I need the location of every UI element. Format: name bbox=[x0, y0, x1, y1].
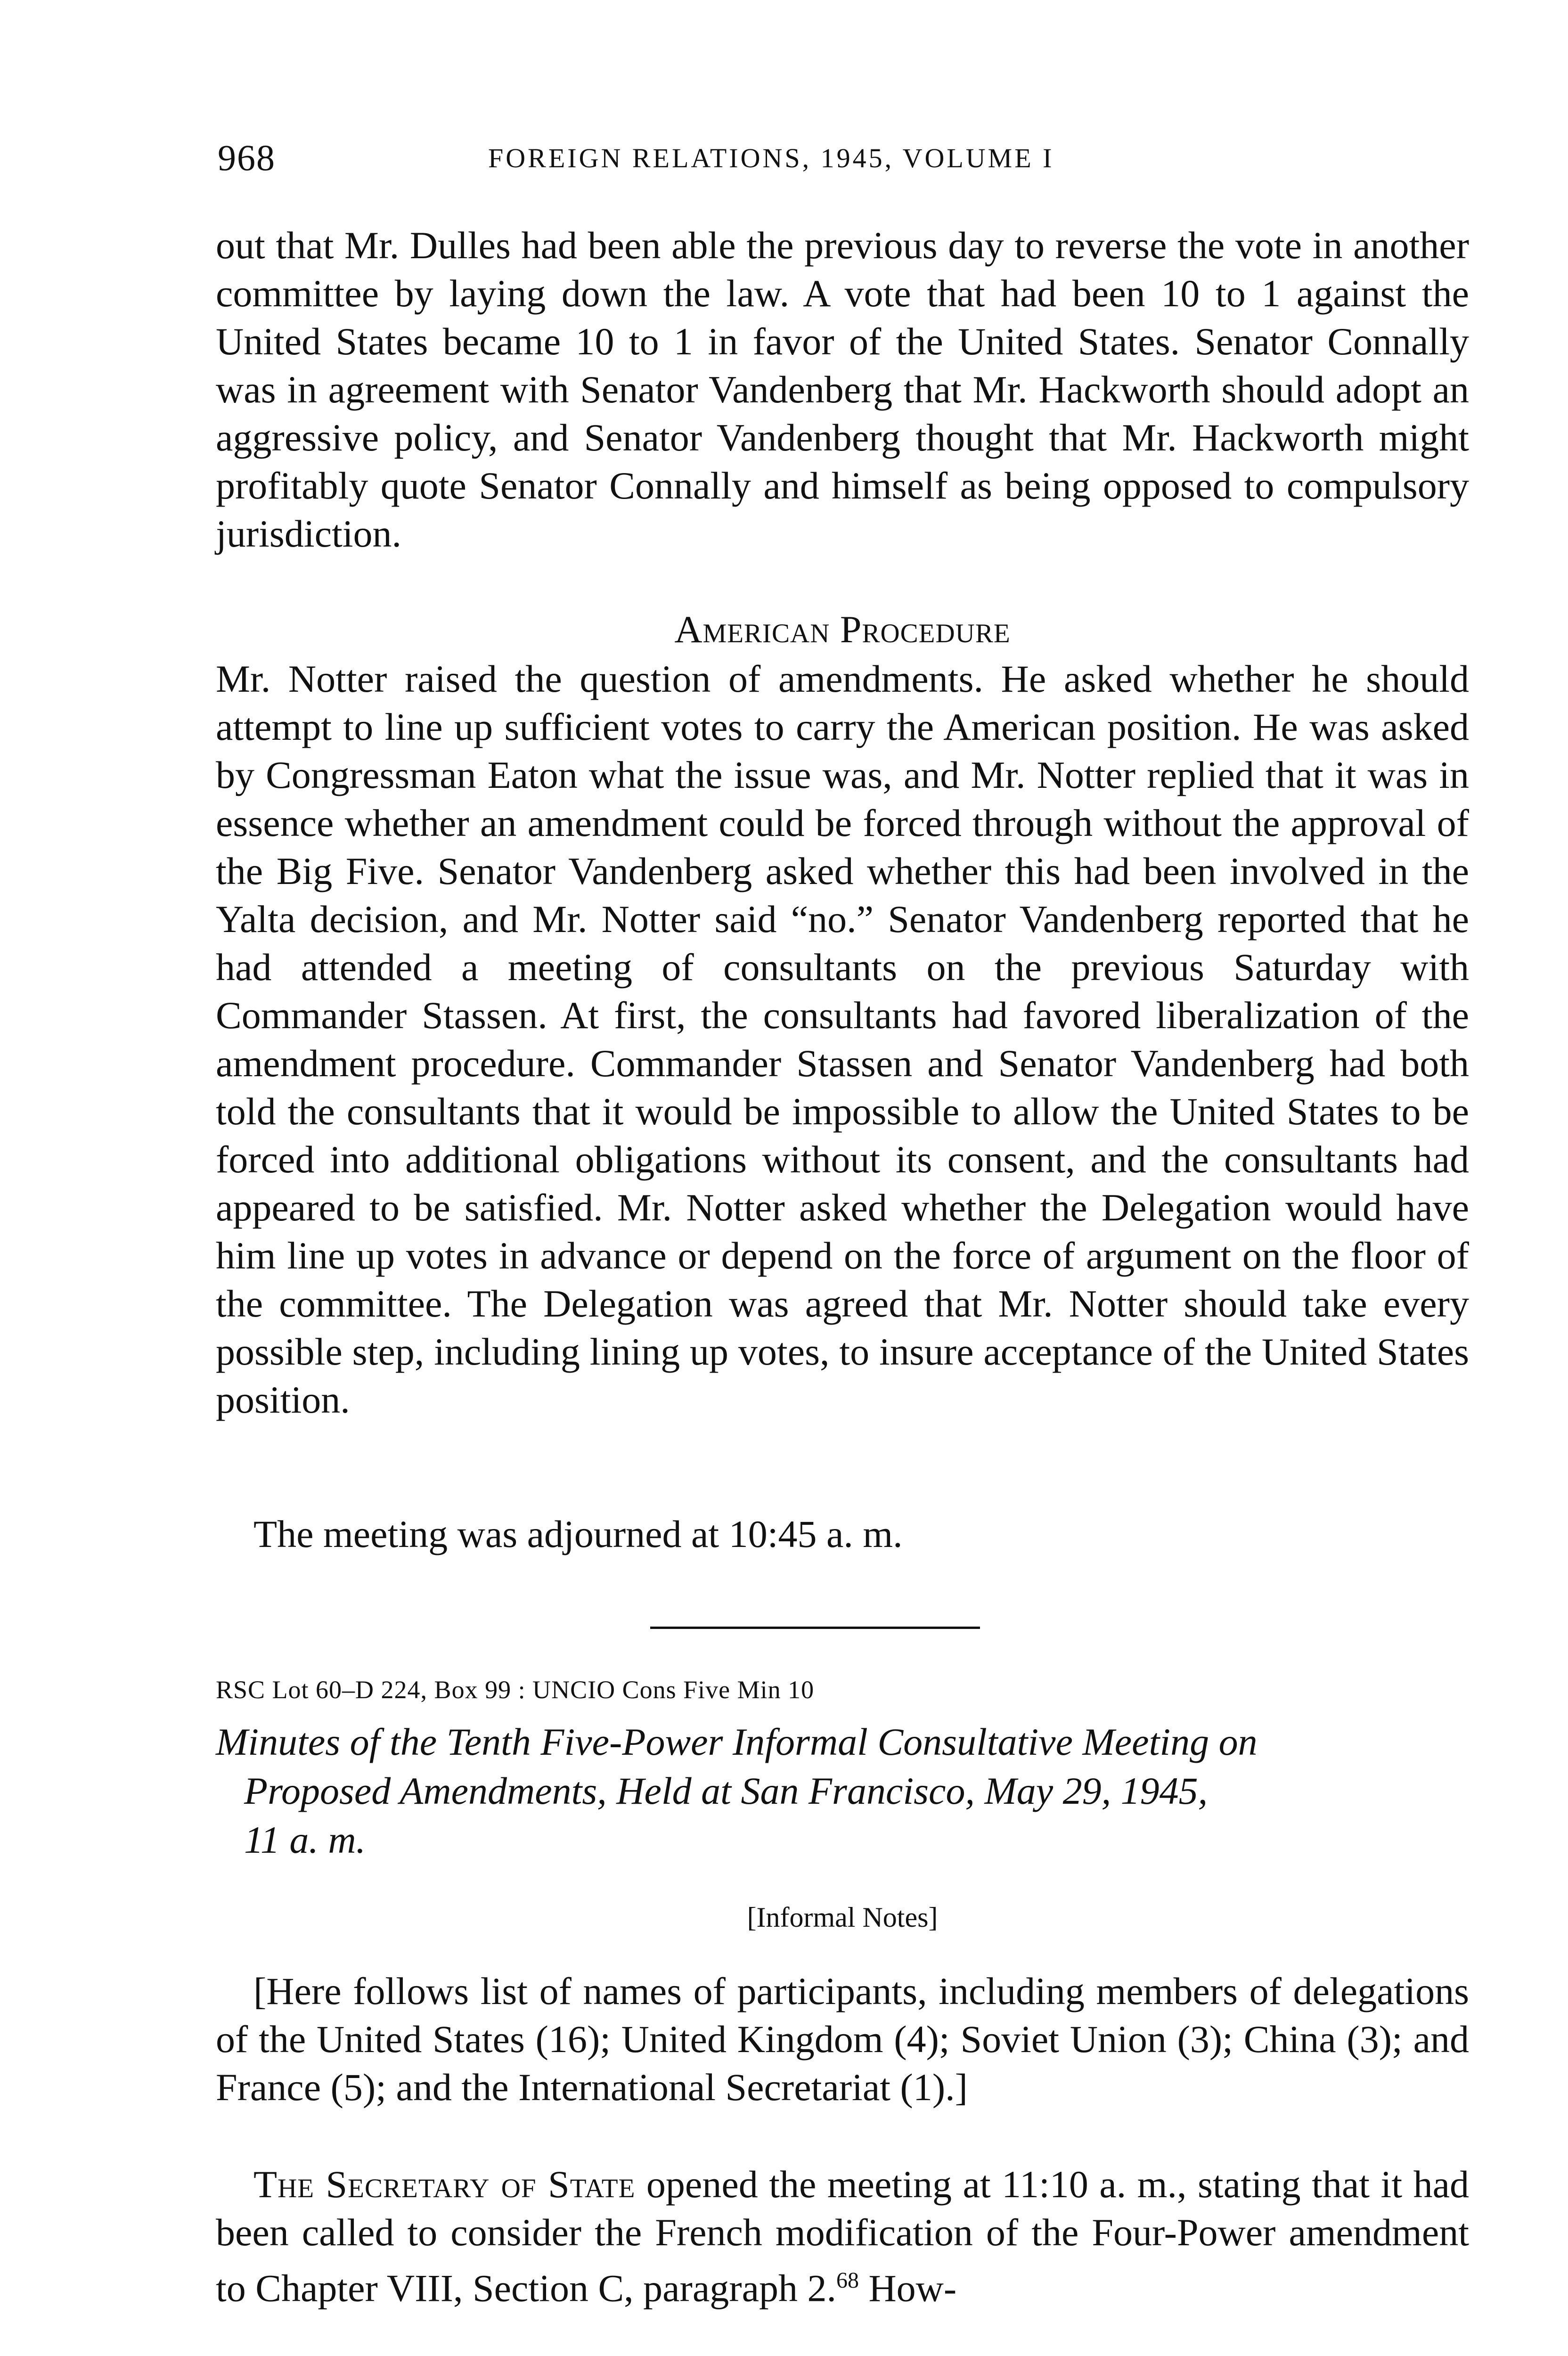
paragraph-secretary-opening bbox=[216, 2160, 1469, 2312]
informal-notes-label: [Informal Notes] bbox=[747, 1902, 938, 1933]
source-citation: RSC Lot 60–D 224, Box 99 : UNCIO Cons Five Min 10 bbox=[216, 1676, 815, 1704]
paragraph-american-procedure: Mr. Notter raised the question of amendments. He asked whether he should attempt to line up sufficient votes to carry the American position. He was asked by Congressman Eaton what the issue was, and Mr. Notter replied that it was in essence whether an amendment could be forced through without the approval of the Big Five. Senator Vandenberg asked whether this had been involved in the Yalta decision, and Mr. Notter said “no.” Senator Vandenberg reported that he had attended a meeting of consultants on the previous Saturday with Commander Stassen. At first, the consultants had favored liberalization of the amendment procedure. Commander Stassen and Senator Vandenberg had both told the consultants that it would be impossible to allow the United States to be forced into additional obligations without its consent, and the consultants had appeared to be satisfied. Mr. Notter asked whether the Delegation would have him line up votes in advance or depend on the force of argument on the floor of the committee. The Delegation was agreed that Mr. Notter should take every possible step, including lining up votes, to insure acceptance of the United States position. bbox=[216, 657, 1469, 1421]
running-title: FOREIGN RELATIONS, 1945, VOLUME I bbox=[488, 143, 1054, 173]
paragraph-participants: [Here follows list of names of participants, including members of delegations of the United States (16); United Kingdom (4); Soviet Union (3); China (3); and France (5); and the International Secretariat (1).] bbox=[216, 1970, 1469, 2109]
page-number: 968 bbox=[218, 137, 276, 178]
paragraph-adjourned: The meeting was adjourned at 10:45 a. m. bbox=[253, 1513, 903, 1555]
document-title bbox=[216, 1718, 1469, 1865]
secretary-of-state-label: The Secretary of State bbox=[253, 2163, 636, 2206]
section-heading: American Procedure bbox=[674, 608, 1011, 651]
paragraph-dulles-vote: out that Mr. Dulles had been able the previous day to reverse the vote in another committee by laying down the law. A vote that had been 10 to 1 against the United States became 10 to 1 in favor of the United States. Senator Connally was in agreement with Senator Vandenberg that Mr. Hackworth should adopt an aggressive policy, and Senator Vandenberg thought that Mr. Hackworth might profitably quote Senator Connally and himself as being opposed to compulsory jurisdiction. bbox=[216, 224, 1469, 555]
footnote-reference[interactable]: 68 bbox=[836, 2268, 859, 2293]
opening-text: opened the meeting at 11:10 a. m., stating that it had been called to consider the French modification of the Four-Power amendment to Chapter VIII, Section C, paragraph 2. bbox=[216, 2163, 1469, 2310]
document-title-line-3: 11 a. m. bbox=[244, 1818, 366, 1861]
running-header bbox=[218, 137, 1471, 184]
document-title-line-1: Minutes of the Tenth Five-Power Informal Consultative Meeting on bbox=[216, 1720, 1258, 1763]
opening-tail: How- bbox=[858, 2266, 957, 2310]
document-title-line-2: Proposed Amendments, Held at San Francisco, May 29, 1945, bbox=[244, 1769, 1208, 1812]
section-divider bbox=[650, 1627, 980, 1629]
